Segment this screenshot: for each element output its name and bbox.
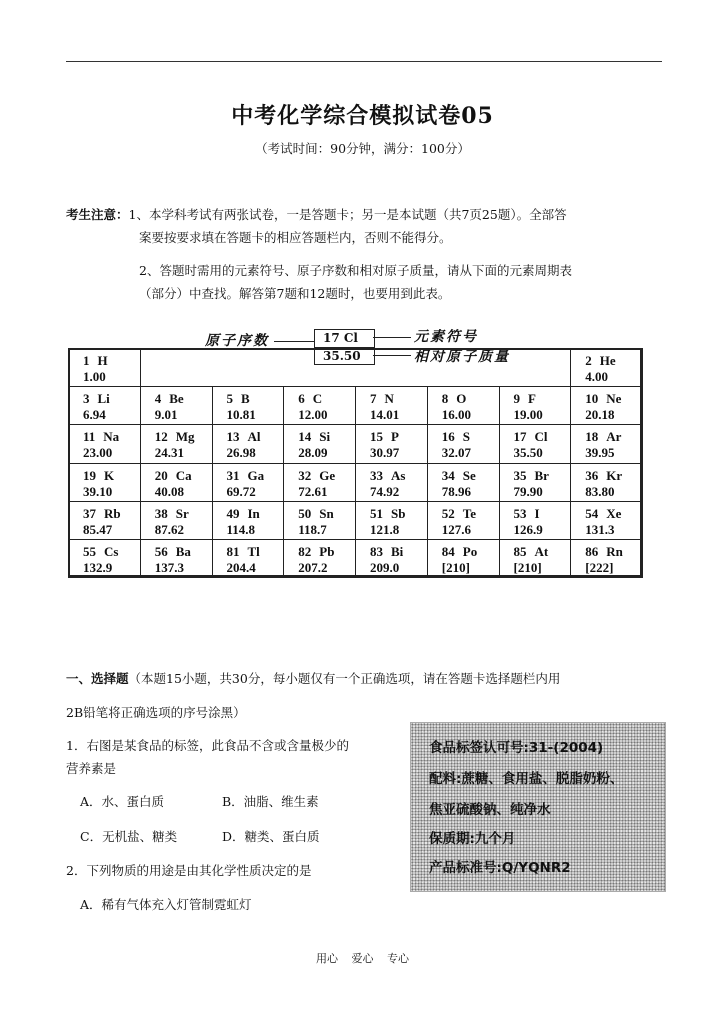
section-desc-line1: （本题15小题，共30分，每小题仅有一个正确选项，请在答题卡选择题栏内用 xyxy=(128,671,561,686)
element-symbol: Ga xyxy=(247,467,265,483)
q1-stem-line2: 营养素是 xyxy=(66,761,117,776)
element-symbol: Mg xyxy=(175,429,195,445)
exam-info: （考试时间：90分钟，满分：100分） xyxy=(255,141,470,156)
atomic-mass: 131.3 xyxy=(585,521,615,537)
atomic-number: 55 xyxy=(83,544,96,559)
element-number-symbol xyxy=(83,429,140,445)
element-symbol-label: 元素符号 xyxy=(414,329,478,345)
atomic-number: 7 xyxy=(370,391,377,407)
element-number-symbol xyxy=(155,429,212,445)
element-number-symbol xyxy=(370,429,427,445)
atomic-mass: 39.10 xyxy=(83,483,113,499)
element-symbol: H xyxy=(97,353,108,368)
atomic-number: 19 xyxy=(83,467,96,483)
q1-option-d: D．糖类、蛋白质 xyxy=(222,829,320,844)
element-symbol: K xyxy=(104,467,115,483)
element-symbol: B xyxy=(241,391,250,407)
element-number-symbol xyxy=(514,429,571,445)
header-rule xyxy=(66,61,662,62)
food-label-image xyxy=(410,722,666,892)
notice-item1-line1: 1、本学科考试有两张试卷，一是答题卡；另一是本试题（共7页25题）。全部答 xyxy=(128,207,567,222)
atomic-number: 86 xyxy=(585,544,599,559)
element-symbol: Cl xyxy=(534,429,548,445)
atomic-mass: 121.8 xyxy=(370,521,400,537)
element-symbol: As xyxy=(391,467,406,483)
element-cell-rb xyxy=(68,501,141,540)
element-symbol: Se xyxy=(462,467,476,483)
atomic-mass: 72.61 xyxy=(298,483,328,499)
element-number-symbol xyxy=(155,391,212,407)
element-cell-at xyxy=(499,539,572,578)
atomic-mass: 85.47 xyxy=(83,521,113,537)
element-number-symbol xyxy=(514,391,571,407)
atomic-number: 54 xyxy=(585,505,599,521)
element-number-symbol xyxy=(442,429,499,445)
element-cell-al xyxy=(212,424,285,463)
legend-sample-symbol: 17 Cl xyxy=(315,330,374,348)
element-symbol: F xyxy=(528,391,536,407)
element-number-symbol xyxy=(227,544,284,560)
atomic-mass: 23.00 xyxy=(83,445,113,461)
element-cell-o xyxy=(427,386,500,425)
element-symbol: N xyxy=(384,391,394,407)
legend-sample-mass: 35.50 xyxy=(323,349,361,363)
element-cell-be xyxy=(140,386,213,425)
element-number-symbol xyxy=(155,506,212,522)
atomic-mass: 12.00 xyxy=(298,407,328,423)
q1-option-c: C．无机盐、糖类 xyxy=(80,829,178,844)
atomic-mass: 24.31 xyxy=(154,445,184,461)
element-cell-tl xyxy=(212,539,285,578)
element-symbol: Po xyxy=(462,544,478,559)
element-number-symbol xyxy=(298,544,355,560)
q1-option-b: B．油脂、维生素 xyxy=(222,794,319,809)
food-label-line5: 产品标准号:Q/YQNR2 xyxy=(429,860,571,876)
atomic-mass: 20.18 xyxy=(585,407,615,423)
element-number-symbol xyxy=(370,506,427,522)
element-symbol: Br xyxy=(534,467,549,483)
atomic-number: 3 xyxy=(83,391,90,407)
atomic-number: 13 xyxy=(226,429,240,445)
element-symbol: Be xyxy=(169,391,184,407)
element-number-symbol xyxy=(442,468,499,484)
element-symbol: S xyxy=(462,429,470,445)
atomic-mass: 69.72 xyxy=(226,483,256,499)
element-cell-b xyxy=(212,386,285,425)
atomic-number: 50 xyxy=(298,505,312,521)
atomic-mass: 40.08 xyxy=(154,483,184,499)
element-symbol: Xe xyxy=(606,505,622,521)
element-number-symbol xyxy=(298,391,355,407)
element-number-symbol xyxy=(227,391,284,407)
element-number-symbol xyxy=(83,353,140,369)
atomic-mass: 79.90 xyxy=(513,483,543,499)
atomic-mass: 137.3 xyxy=(154,560,184,575)
atomic-number: 2 xyxy=(585,353,592,368)
element-number-symbol xyxy=(585,544,642,560)
element-cell-cl xyxy=(499,424,572,463)
food-label-line4: 保质期:九个月 xyxy=(429,831,516,847)
element-cell-xe xyxy=(570,501,643,540)
element-cell-sb xyxy=(355,501,428,540)
element-number-symbol xyxy=(227,506,284,522)
atomic-mass: [210] xyxy=(441,560,470,575)
element-cell-ar xyxy=(570,424,643,463)
element-cell-in xyxy=(212,501,285,540)
atomic-number: 5 xyxy=(226,391,233,407)
atomic-number: 56 xyxy=(154,544,168,559)
notice-item2-line1: 2、答题时需用的元素符号、原子序数和相对原子质量，请从下面的元素周期表 xyxy=(139,263,572,278)
element-number-symbol xyxy=(514,544,571,560)
element-symbol: Rn xyxy=(606,544,623,559)
element-cell-se xyxy=(427,463,500,502)
element-symbol: At xyxy=(534,544,549,559)
element-cell-as xyxy=(355,463,428,502)
atomic-mass: [222] xyxy=(585,560,614,575)
element-cell-sn xyxy=(283,501,356,540)
element-symbol: Sn xyxy=(319,505,334,521)
atomic-number: 10 xyxy=(585,391,599,407)
atomic-number: 32 xyxy=(298,467,312,483)
element-cell-ga xyxy=(212,463,285,502)
element-symbol: Ca xyxy=(175,467,192,483)
element-number-symbol xyxy=(585,468,642,484)
atomic-number-label: 原子序数 xyxy=(205,333,269,349)
atomic-number: 51 xyxy=(370,505,383,521)
atomic-number: 16 xyxy=(441,429,455,445)
element-number-symbol xyxy=(83,506,140,522)
element-symbol: Li xyxy=(97,391,110,407)
atomic-number: 84 xyxy=(441,544,455,559)
element-number-symbol xyxy=(155,468,212,484)
atomic-mass: 16.00 xyxy=(441,407,471,423)
atomic-mass: 10.81 xyxy=(226,407,256,423)
notice-item1-line2: 案要按要求填在答题卡的相应答题栏内，否则不能得分。 xyxy=(139,230,452,245)
element-symbol: Pb xyxy=(319,544,335,559)
section-desc-line2: 2B铅笔将正确选项的序号涂黑） xyxy=(66,705,246,720)
atomic-mass: 83.80 xyxy=(585,483,615,499)
element-symbol: Ge xyxy=(319,467,336,483)
element-symbol: Tl xyxy=(247,544,260,559)
atomic-number: 53 xyxy=(513,505,527,521)
element-number-symbol xyxy=(442,391,499,407)
atomic-number: 9 xyxy=(513,391,520,407)
atomic-number: 17 xyxy=(513,429,527,445)
element-symbol: Cs xyxy=(104,544,119,559)
atomic-mass: 114.8 xyxy=(226,521,256,537)
atomic-mass: 30.97 xyxy=(370,445,400,461)
element-cell-k xyxy=(68,463,141,502)
atomic-mass: 126.9 xyxy=(513,521,543,537)
element-cell-pb xyxy=(283,539,356,578)
element-cell-sr xyxy=(140,501,213,540)
atomic-mass: 4.00 xyxy=(585,369,608,384)
atomic-mass: [210] xyxy=(513,560,542,575)
atomic-mass: 74.92 xyxy=(370,483,400,499)
atomic-number: 82 xyxy=(298,544,312,559)
element-number-symbol xyxy=(83,391,140,407)
element-symbol: P xyxy=(391,429,399,445)
atomic-mass: 14.01 xyxy=(370,407,400,423)
atomic-mass: 39.95 xyxy=(585,445,615,461)
atomic-number: 35 xyxy=(513,467,527,483)
notice-block xyxy=(66,204,567,226)
atomic-mass: 204.4 xyxy=(226,560,256,575)
element-symbol: Bi xyxy=(391,544,404,559)
element-cell-c xyxy=(283,386,356,425)
element-number-symbol xyxy=(514,468,571,484)
q2-option-a: A．稀有气体充入灯管制霓虹灯 xyxy=(80,897,252,912)
element-number-symbol xyxy=(227,468,284,484)
element-symbol: O xyxy=(456,391,467,407)
element-cell-s xyxy=(427,424,500,463)
atomic-mass: 32.07 xyxy=(441,445,471,461)
element-cell-p xyxy=(355,424,428,463)
atomic-mass: 26.98 xyxy=(226,445,256,461)
atomic-mass: 127.6 xyxy=(441,521,471,537)
element-cell-br xyxy=(499,463,572,502)
element-number-symbol xyxy=(83,468,140,484)
atomic-mass: 28.09 xyxy=(298,445,328,461)
food-label-line3: 焦亚硫酸钠、纯净水 xyxy=(429,802,551,818)
element-cell-f xyxy=(499,386,572,425)
atomic-number: 14 xyxy=(298,429,312,445)
element-cell-te xyxy=(427,501,500,540)
element-symbol: Rb xyxy=(104,505,121,521)
element-symbol: Ne xyxy=(606,391,622,407)
element-cell-ge xyxy=(283,463,356,502)
element-cell-na xyxy=(68,424,141,463)
atomic-number: 81 xyxy=(226,544,240,559)
q2-stem: 2．下列物质的用途是由其化学性质决定的是 xyxy=(66,863,312,878)
element-cell-si xyxy=(283,424,356,463)
atomic-number: 34 xyxy=(441,467,455,483)
element-number-symbol xyxy=(155,544,212,560)
q1-stem-line1: 1．右图是某食品的标签，此食品不含或含量极少的 xyxy=(66,738,349,753)
atomic-number: 18 xyxy=(585,429,599,445)
element-number-symbol xyxy=(370,544,427,560)
atomic-mass: 207.2 xyxy=(298,560,328,575)
q1-option-a: A．水、蛋白质 xyxy=(80,794,165,809)
atomic-number: 11 xyxy=(83,429,96,445)
atomic-number: 83 xyxy=(370,544,383,559)
element-cell-kr xyxy=(570,463,643,502)
element-number-symbol xyxy=(370,391,427,407)
legend-connector-symbol xyxy=(373,337,411,338)
atomic-number: 12 xyxy=(154,429,168,445)
element-number-symbol xyxy=(370,468,427,484)
element-cell-ne xyxy=(570,386,643,425)
section-heading xyxy=(66,668,666,690)
element-cell-i xyxy=(499,501,572,540)
element-number-symbol xyxy=(514,506,571,522)
element-number-symbol xyxy=(442,506,499,522)
atomic-number: 20 xyxy=(154,467,168,483)
page-footer: 用心 爱心 专心 xyxy=(316,952,409,965)
atomic-number: 4 xyxy=(154,391,162,407)
atomic-number: 6 xyxy=(298,391,305,407)
atomic-mass: 78.96 xyxy=(441,483,471,499)
atomic-mass: 209.0 xyxy=(370,560,400,575)
atomic-mass: 87.62 xyxy=(154,521,184,537)
relative-mass-label: 相对原子质量 xyxy=(414,349,510,365)
element-symbol: Te xyxy=(462,505,476,521)
element-symbol: He xyxy=(599,353,616,368)
atomic-mass: 6.94 xyxy=(83,407,106,423)
element-number-symbol xyxy=(585,353,642,369)
element-cell-h xyxy=(68,348,141,387)
element-cell-cs xyxy=(68,539,141,578)
element-symbol: Sr xyxy=(175,505,189,521)
element-symbol: In xyxy=(247,505,260,521)
atomic-number: 31 xyxy=(226,467,240,483)
section-title: 一、选择题 xyxy=(66,671,129,686)
element-number-symbol xyxy=(298,468,355,484)
element-cell-ba xyxy=(140,539,213,578)
element-number-symbol xyxy=(585,391,642,407)
element-number-symbol xyxy=(442,544,499,560)
atomic-mass: 19.00 xyxy=(513,407,543,423)
atomic-mass: 132.9 xyxy=(83,560,113,575)
element-cell-po xyxy=(427,539,500,578)
element-number-symbol xyxy=(298,506,355,522)
element-symbol: Kr xyxy=(606,467,623,483)
element-cell-n xyxy=(355,386,428,425)
food-label-line1: 食品标签认可号:31-(2004) xyxy=(429,740,604,756)
atomic-number: 38 xyxy=(154,505,168,521)
element-symbol: Na xyxy=(103,429,120,445)
element-symbol: Al xyxy=(247,429,261,445)
element-symbol: Si xyxy=(319,429,331,445)
atomic-number: 15 xyxy=(370,429,383,445)
element-cell-he xyxy=(570,348,643,387)
element-number-symbol xyxy=(227,429,284,445)
element-symbol: Ba xyxy=(175,544,191,559)
food-label-line2: 配料:蔗糖、食用盐、脱脂奶粉、 xyxy=(429,771,624,787)
page-title: 中考化学综合模拟试卷05 xyxy=(231,103,494,129)
atomic-number: 33 xyxy=(370,467,383,483)
atomic-mass: 35.50 xyxy=(513,445,543,461)
element-number-symbol xyxy=(585,506,642,522)
element-symbol: I xyxy=(534,505,540,521)
atomic-mass: 118.7 xyxy=(298,521,327,537)
atomic-number: 37 xyxy=(83,505,96,521)
atomic-number: 85 xyxy=(513,544,527,559)
atomic-number: 52 xyxy=(441,505,455,521)
element-number-symbol xyxy=(83,544,140,560)
element-cell-li xyxy=(68,386,141,425)
element-number-symbol xyxy=(585,429,642,445)
element-cell-ca xyxy=(140,463,213,502)
notice-item2-line2: （部分）中查找。解答第7题和12题时，也要用到此表。 xyxy=(139,286,451,301)
atomic-mass: 9.01 xyxy=(154,407,178,423)
element-symbol: Ar xyxy=(606,429,622,445)
element-symbol: Sb xyxy=(391,505,406,521)
element-cell-rn xyxy=(570,539,643,578)
notice-label: 考生注意： xyxy=(66,207,129,222)
legend-connector-left xyxy=(274,341,314,342)
atomic-number: 36 xyxy=(585,467,599,483)
element-cell-mg xyxy=(140,424,213,463)
atomic-number: 1 xyxy=(83,353,90,368)
element-number-symbol xyxy=(298,429,355,445)
element-symbol: C xyxy=(312,391,323,407)
atomic-number: 8 xyxy=(441,391,449,407)
periodic-table xyxy=(68,348,642,577)
atomic-mass: 1.00 xyxy=(83,369,106,384)
element-cell-bi xyxy=(355,539,428,578)
atomic-number: 49 xyxy=(226,505,240,521)
